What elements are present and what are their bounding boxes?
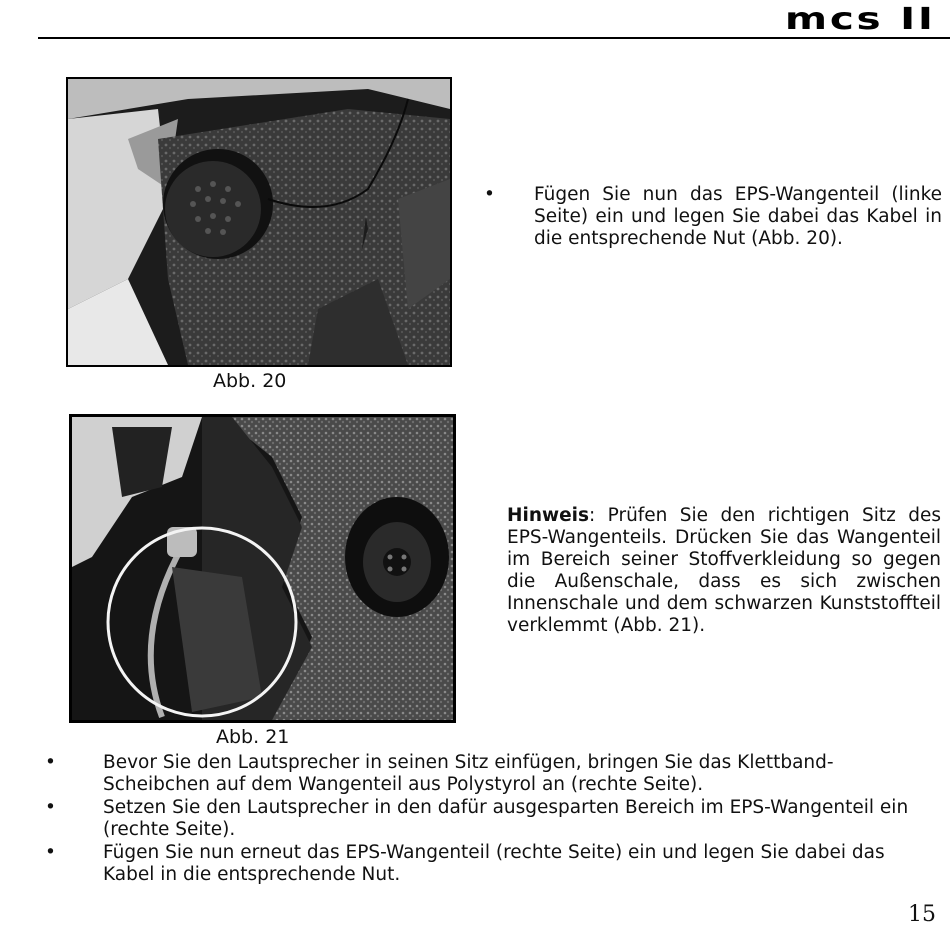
bullet-marker: • [45, 752, 56, 773]
helmet-interior-speaker-icon [68, 79, 450, 365]
figure-20-photo [66, 77, 452, 367]
hint-text: : Prüfen Sie den richtigen Sitz des EPS-Wangenteils. Drücken Sie das Wangenteil im Bereich seiner Stoffverkleidung so gegen die Außenschale, dass es sich zwischen Innenschale und dem schwarzen Kunststoffteil verklemmt (Abb. 21). [507, 505, 941, 636]
hint-label: Hinweis [507, 505, 589, 526]
helmet-cheek-pad-detail-icon [72, 417, 453, 720]
list-item-text: Fügen Sie nun erneut das EPS-Wangenteil (rechte Seite) ein und legen Sie dabei das Kabel in die entsprechende Nut. [103, 842, 885, 885]
hint-paragraph [507, 505, 941, 637]
bullet-marker: • [45, 797, 56, 818]
list-item [45, 752, 935, 796]
list-item-text: Bevor Sie den Lautsprecher in seinen Sitz einfügen, bringen Sie das Klettband-Scheibchen auf dem Wangenteil aus Polystyrol an (rechte Seite). [103, 752, 834, 795]
bullet-marker: • [45, 842, 56, 863]
page-number: 15 [908, 902, 936, 927]
list-item [45, 842, 935, 886]
figure-21-caption: Abb. 21 [216, 726, 290, 748]
figure-20-caption: Abb. 20 [213, 370, 287, 392]
instruction-list [45, 752, 935, 887]
instruction-fig20-text: Fügen Sie nun das EPS-Wangenteil (linke Seite) ein und legen Sie dabei das Kabel in die entsprechende Nut (Abb. 20). [534, 184, 942, 249]
instruction-fig20 [484, 184, 942, 250]
list-item-text: Setzen Sie den Lautsprecher in den dafür ausgesparten Bereich im EPS-Wangenteil ein (rechte Seite). [103, 797, 909, 840]
list-item [45, 797, 935, 841]
figure-21-photo [69, 414, 456, 723]
bullet-marker: • [484, 184, 495, 205]
brand-logo: mcs II [785, 2, 936, 37]
header-rule [38, 37, 950, 39]
